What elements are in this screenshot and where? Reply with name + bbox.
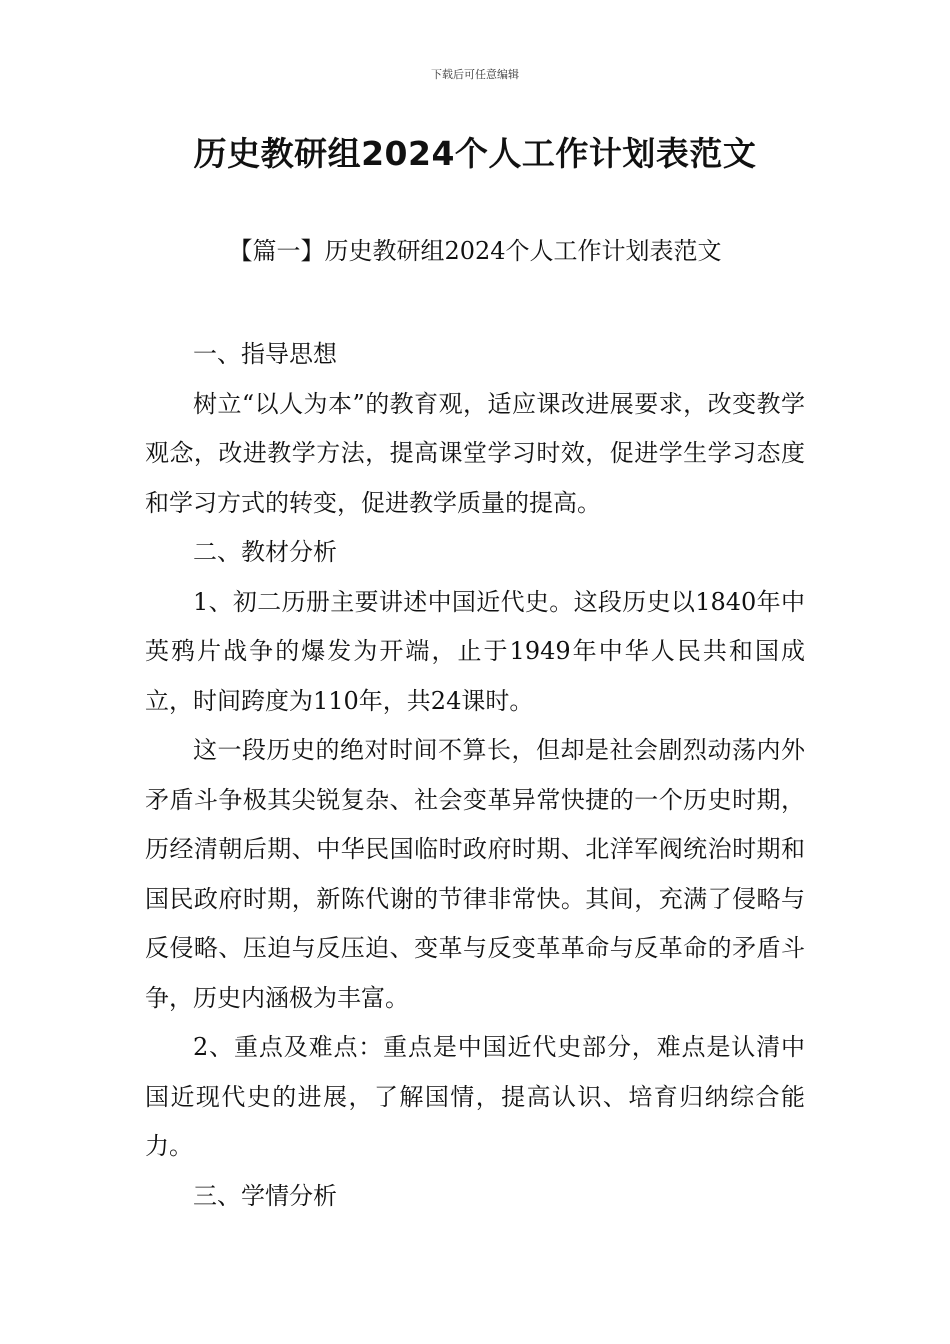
heading-student-analysis: 三、学情分析	[193, 1181, 337, 1210]
heading-textbook-analysis: 二、教材分析	[193, 538, 337, 566]
paragraph-guiding-ideology: 树立“以人为本”的教育观，适应课改进展要求，改变教学观念，改进教学方法，提高课堂学习时效，促进学生学习态度和学习方式的转变，促进教学质量的提高。	[145, 389, 805, 517]
section-heading: 【篇一】历史教研组2024个人工作计划表范文	[228, 237, 722, 265]
document-body	[145, 330, 805, 1221]
header-note: 下载后可任意编辑	[431, 68, 519, 81]
paragraph-key-points: 2、重点及难点：重点是中国近代史部分，难点是认清中国近现代史的进展，了解国情，提高认识、培育归纳综合能力。	[145, 1033, 805, 1160]
paragraph-textbook-2: 这一段历史的绝对时间不算长，但却是社会剧烈动荡内外矛盾斗争极其尖锐复杂、社会变革异常快捷的一个历史时期，历经清朝后期、中华民国临时政府时期、北洋军阀统治时期和国民政府时期，新陈代谢的节律非常快。其间，充满了侵略与反侵略、压迫与反压迫、变革与反变革革命与反革命的矛盾斗争，历史内涵极为丰富。	[145, 736, 805, 1012]
heading-guiding-ideology: 一、指导思想	[193, 340, 337, 368]
document-title: 历史教研组2024个人工作计划表范文	[193, 134, 757, 173]
paragraph-textbook-1: 1、初二历册主要讲述中国近代史。这段历史以1840年中英鸦片战争的爆发为开端，止于1949年中华人民共和国成立，时间跨度为110年，共24课时。	[145, 587, 805, 715]
